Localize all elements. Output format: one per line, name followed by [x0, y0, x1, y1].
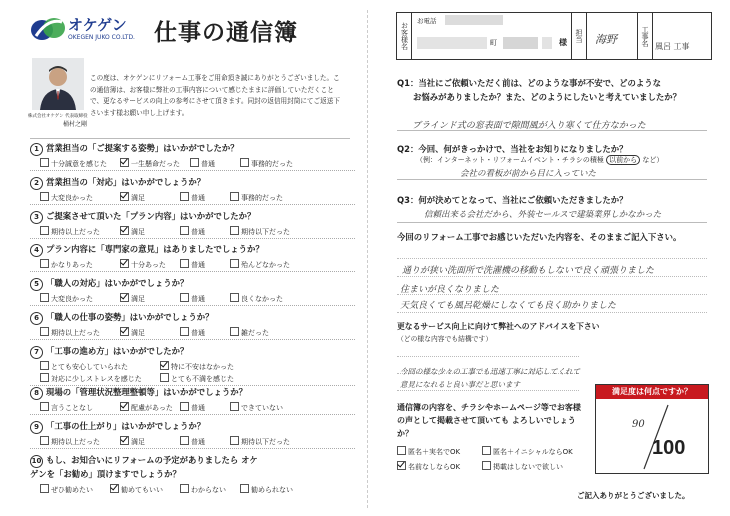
checkbox[interactable]	[397, 461, 406, 470]
question-block	[30, 420, 360, 448]
checkbox[interactable]	[40, 293, 49, 302]
publish-opt-4[interactable]: 掲載はしないで欲しい	[482, 461, 563, 472]
checkbox[interactable]	[240, 484, 249, 493]
checkbox[interactable]	[482, 461, 491, 470]
option-label: 特に不安はなかった	[171, 363, 234, 371]
option[interactable]	[120, 226, 145, 237]
checkbox[interactable]	[160, 361, 169, 370]
customer-info-table	[396, 12, 712, 60]
advice-answer-1: 今回の様な少々の工事でも迅速丁寧に対応してくれて	[400, 367, 580, 376]
option-label: 満足	[131, 438, 145, 446]
option-row	[40, 402, 360, 414]
page-title: 仕事の通信簿	[154, 20, 298, 46]
checkbox[interactable]	[40, 259, 49, 268]
option[interactable]	[180, 484, 226, 495]
option-label: 配慮があった	[131, 404, 173, 412]
impression-answer-3: 天気良くても風呂乾燥にしなくても良く助かりました	[400, 301, 617, 311]
option-label: 期待以上だった	[51, 438, 100, 446]
advice-answer-2: 意見になれると良い事だと思います	[400, 380, 520, 389]
option[interactable]	[40, 192, 93, 203]
option-label: 雑だった	[241, 329, 269, 337]
question-divider	[30, 170, 355, 171]
option-label: 期待以上だった	[51, 329, 100, 337]
checkbox[interactable]	[40, 373, 49, 382]
option-label: かなりあった	[51, 261, 93, 269]
checkbox[interactable]	[482, 446, 491, 455]
checkbox[interactable]	[230, 402, 239, 411]
option[interactable]	[190, 158, 215, 169]
question-block	[30, 142, 360, 170]
option[interactable]	[230, 192, 283, 203]
imp-line-1	[397, 258, 707, 259]
option-label: 勧められない	[251, 486, 293, 494]
q2-answer: 会社の看板が前から目に入っていた	[460, 169, 597, 179]
question-title	[30, 142, 360, 156]
question-divider	[30, 339, 355, 340]
question-title	[30, 210, 360, 224]
option-label: 期待以上だった	[51, 228, 100, 236]
question-text: 営業担当の「対応」はいかがでしょうか？	[46, 177, 206, 187]
option[interactable]	[120, 158, 180, 169]
option[interactable]	[160, 373, 234, 384]
q1-text-2: お悩みがありましたか？また、どのようにしたいと考えていましたか？	[413, 92, 681, 102]
option-label: とても不満を感じた	[171, 375, 234, 383]
question-number: 9	[30, 421, 43, 434]
option-row	[40, 259, 360, 271]
option-label: 事務的だった	[241, 194, 283, 202]
option[interactable]	[120, 259, 166, 270]
option-label: 事務的だった	[251, 160, 293, 168]
intro-text: この度は、オケゲンにリフォーム工事をご用命頂き誠にありがとうございました。この通信簿は、お客様に弊社の工事内容について感じたままに評価していただくことで、更なるサービスの向上の参考にさせて頂きます。同封の返信用封筒にてご返送下さいます様お願い申し上げます。	[90, 74, 340, 117]
option[interactable]	[230, 402, 283, 413]
option[interactable]	[240, 484, 293, 495]
score-max: 100	[652, 437, 686, 459]
option[interactable]	[40, 373, 142, 384]
checkbox[interactable]	[180, 327, 189, 336]
checkbox[interactable]	[120, 402, 129, 411]
sama-label: 様	[559, 38, 567, 47]
question-text: 営業担当の「ご提案する姿勢」はいかがでしたか？	[46, 143, 239, 153]
score-value: 90	[632, 419, 645, 430]
question-title	[30, 420, 360, 434]
option-label: 満足	[131, 295, 145, 303]
option-row	[40, 158, 360, 170]
checkbox[interactable]	[40, 226, 49, 235]
thanks-text: ご記入ありがとうございました。	[577, 491, 690, 500]
option-row	[40, 293, 360, 305]
question-number: 3	[30, 211, 43, 224]
option[interactable]	[230, 436, 290, 447]
option-row	[40, 192, 360, 204]
question-divider	[30, 238, 355, 239]
question-number: 5	[30, 278, 43, 291]
question-block	[30, 345, 360, 385]
publish-opt-2[interactable]: 匿名＋イニシャルならOK	[482, 446, 573, 457]
option[interactable]	[230, 293, 283, 304]
checkbox[interactable]	[180, 192, 189, 201]
option[interactable]	[120, 402, 173, 413]
q2-text: Q2：今回、何がきっかけで、当社をお知りになりましたか？	[397, 144, 628, 154]
option[interactable]	[40, 484, 93, 495]
option[interactable]	[120, 327, 145, 338]
option-label: 普通	[191, 329, 205, 337]
brand-logo	[30, 12, 150, 46]
question-number: 6	[30, 312, 43, 325]
option[interactable]	[40, 158, 107, 169]
question-text: もし、お知合いにリフォームの予定がありましたら オケゲンを「お勧め」頂けますでしょうか？	[30, 455, 258, 479]
score-slash-icon	[596, 399, 708, 473]
option[interactable]	[120, 436, 145, 447]
option[interactable]	[160, 361, 234, 372]
option[interactable]	[110, 484, 163, 495]
advice-sub: （どの様な内容でも結構です）	[397, 335, 493, 343]
tel-redacted	[445, 15, 503, 25]
brand-sub: OKEGEN JUKO CO.LTD.	[68, 34, 135, 41]
option-label: ぜひ勧めたい	[51, 486, 93, 494]
q3-answer: 信頼出来る会社だから、外装セールスで建築業界しかなかった	[424, 210, 662, 220]
option-label: わからない	[191, 486, 226, 494]
checkbox[interactable]	[230, 293, 239, 302]
option-row	[40, 484, 360, 496]
option[interactable]	[40, 436, 100, 447]
ceo-photo	[32, 58, 84, 110]
ceo-portrait-icon	[32, 58, 84, 110]
checkbox[interactable]	[180, 402, 189, 411]
option-label: 勧めてもいい	[121, 486, 163, 494]
option[interactable]	[120, 293, 145, 304]
question-title	[30, 386, 360, 400]
question-block	[30, 311, 360, 339]
advice-title: 更なるサービス向上に向けて弊社へのアドバイスを下さい	[397, 322, 600, 331]
option-label: 満足	[131, 228, 145, 236]
checkbox[interactable]	[120, 293, 129, 302]
q2-example-text: （例：インターネット・リフォームイベント・チラシの積極	[416, 156, 604, 164]
score-title: 満足度は何点ですか？	[596, 385, 708, 399]
work-value: 風呂 工事	[655, 42, 690, 51]
checkbox[interactable]	[40, 436, 49, 445]
address-redacted	[417, 37, 487, 49]
option-row	[40, 361, 360, 385]
checkbox[interactable]	[180, 259, 189, 268]
q3-line	[397, 222, 707, 223]
question-number: 1	[30, 143, 43, 156]
checkbox[interactable]	[190, 158, 199, 167]
question-title	[30, 311, 360, 325]
option[interactable]	[230, 226, 290, 237]
option-label: 期待以下だった	[241, 438, 290, 446]
checkbox[interactable]	[180, 484, 189, 493]
question-divider	[30, 305, 355, 306]
option[interactable]	[180, 192, 205, 203]
question-divider	[30, 204, 355, 205]
question-text: 「職人の仕事の姿勢」はいかがでしょうか？	[46, 312, 214, 322]
q2-circled: 以前から	[606, 155, 640, 165]
option[interactable]	[180, 436, 205, 447]
checkbox[interactable]	[180, 293, 189, 302]
option-label: 言うことなし	[51, 404, 93, 412]
question-title	[30, 277, 360, 291]
question-number: 4	[30, 244, 43, 257]
checkbox[interactable]	[40, 192, 49, 201]
option-label: 殆んどなかった	[241, 261, 290, 269]
checkbox[interactable]	[230, 259, 239, 268]
option-label: 良くなかった	[241, 295, 283, 303]
question-text: 「工事の仕上がり」はいかがでしょうか？	[46, 421, 206, 431]
checkbox[interactable]	[120, 436, 129, 445]
checkbox[interactable]	[230, 436, 239, 445]
option[interactable]	[180, 259, 205, 270]
checkbox[interactable]	[397, 446, 406, 455]
checkbox[interactable]	[40, 484, 49, 493]
option-label: とても安心していられた	[51, 363, 128, 371]
checkbox[interactable]	[230, 226, 239, 235]
option-label: 普通	[191, 438, 205, 446]
question-title	[30, 176, 360, 190]
question-block	[30, 210, 360, 238]
option[interactable]	[40, 327, 100, 338]
impression-answer-2: 住まいが良くなりました	[400, 285, 500, 295]
checkbox[interactable]	[120, 226, 129, 235]
adv-line-3	[397, 390, 579, 391]
q2-example	[416, 155, 663, 165]
option-row	[40, 327, 360, 339]
option[interactable]	[40, 226, 100, 237]
question-text: プラン内容に「専門家の意見」はありましたでしょうか？	[46, 244, 264, 254]
option[interactable]	[40, 361, 128, 372]
brand-name: オケゲン	[68, 16, 127, 34]
question-text: 「職人の対応」はいかがでしょうか？	[46, 278, 189, 288]
option-label: 一生懸命だった	[131, 160, 180, 168]
question-number: 8	[30, 387, 43, 400]
checkbox[interactable]	[230, 327, 239, 336]
impression-prompt: 今回のリフォーム工事でお感じいただいた内容を、そのままご記入下さい。	[397, 232, 682, 242]
option[interactable]	[180, 402, 205, 413]
name-redacted-2	[542, 37, 552, 49]
option-label: 大変良かった	[51, 295, 93, 303]
q2-line	[397, 179, 707, 180]
checkbox[interactable]	[240, 158, 249, 167]
customer-name-label: お客様名	[397, 13, 412, 59]
question-block	[30, 277, 360, 305]
checkbox[interactable]	[40, 361, 49, 370]
checkbox[interactable]	[180, 226, 189, 235]
option-row	[40, 436, 360, 448]
q3-text: Q3：何が決めてとなって、当社にご依頼いただきましたか？	[397, 195, 628, 205]
center-divider	[367, 10, 368, 508]
option-label: 十分あった	[131, 261, 166, 269]
checkbox[interactable]	[160, 373, 169, 382]
question-title	[30, 454, 265, 480]
adv-line-1	[397, 356, 579, 357]
q1-answer: ブラインド式の窓表面で隙間風が入り寒くて仕方なかった	[412, 121, 646, 131]
rep-label: 担当	[571, 13, 587, 59]
checkbox[interactable]	[40, 327, 49, 336]
option[interactable]	[180, 293, 205, 304]
question-text: 「工事の進め方」はいかがでしたか？	[46, 346, 189, 356]
name-redacted	[503, 37, 538, 49]
option[interactable]	[230, 259, 290, 270]
q2-example-end: など）	[642, 156, 664, 164]
publish-opt-3[interactable]: 名前なしならOK	[397, 461, 460, 472]
checkbox[interactable]	[120, 192, 129, 201]
imp-line-4	[397, 312, 707, 313]
town-label: 町	[490, 39, 497, 47]
option[interactable]	[40, 402, 93, 413]
tel-label: お電話	[417, 17, 437, 25]
publish-question: 通信簿の内容を、チラシやホームページ等でお客様の声として掲載させて頂いても よろしいでしょうか？	[397, 403, 581, 438]
option[interactable]	[230, 327, 269, 338]
option[interactable]	[120, 192, 145, 203]
option[interactable]	[240, 158, 293, 169]
checkbox[interactable]	[110, 484, 119, 493]
checkbox[interactable]	[120, 259, 129, 268]
option-label: 満足	[131, 329, 145, 337]
ceo-name: 桶村之剛	[63, 121, 88, 128]
question-block	[30, 243, 360, 271]
checkbox[interactable]	[40, 158, 49, 167]
checkbox[interactable]	[40, 402, 49, 411]
option-row	[40, 226, 360, 238]
option-label: 普通	[191, 228, 205, 236]
checkbox[interactable]	[120, 327, 129, 336]
question-title	[30, 243, 360, 257]
question-divider	[30, 271, 355, 272]
option[interactable]	[40, 259, 93, 270]
imp-line-2	[397, 276, 707, 277]
question-number: 7	[30, 346, 43, 359]
impression-answer-1: 通りが狭い洗面所で洗濯機の移動もしないで良く頑張りました	[402, 266, 655, 276]
option[interactable]	[180, 327, 205, 338]
rep-value: 海野	[595, 33, 617, 46]
question-divider	[30, 448, 355, 449]
option-label: 普通	[201, 160, 215, 168]
option-label: 対応に少しストレスを感じた	[51, 375, 142, 383]
question-number: 10	[30, 455, 43, 468]
option-label: 大変良かった	[51, 194, 93, 202]
ceo-title: 株式会社オケゲン 代表取締役	[28, 114, 88, 119]
header-divider	[30, 138, 350, 139]
question-title	[30, 345, 360, 359]
option-label: 満足	[131, 194, 145, 202]
q1-text: Q1：当社にご依頼いただく前は、どのような事が不安で、どのような	[397, 78, 662, 88]
checkbox[interactable]	[120, 158, 129, 167]
work-label: 工事名	[637, 13, 653, 59]
option-label: 普通	[191, 261, 205, 269]
option-label: 十分誠意を感じた	[51, 160, 107, 168]
question-number: 2	[30, 177, 43, 190]
question-text: 現場の「管理状況整理整頓等」はいかがでしょうか？	[46, 387, 247, 397]
checkbox[interactable]	[230, 192, 239, 201]
score-box	[595, 384, 709, 474]
question-block	[30, 454, 360, 496]
publish-opt-1[interactable]: 匿名＋実名でOK	[397, 446, 460, 457]
option[interactable]	[180, 226, 205, 237]
option-label: 普通	[191, 194, 205, 202]
question-divider	[30, 414, 355, 415]
question-block	[30, 176, 360, 204]
okegen-logo-icon	[30, 14, 66, 44]
option-label: 期待以下だった	[241, 228, 290, 236]
checkbox[interactable]	[180, 436, 189, 445]
option[interactable]	[40, 293, 93, 304]
option-label: 普通	[191, 295, 205, 303]
option-label: できていない	[241, 404, 283, 412]
option-label: 普通	[191, 404, 205, 412]
question-block	[30, 386, 360, 414]
question-text: ご提案させて頂いた「プラン内容」はいかがでしたか？	[46, 211, 256, 221]
